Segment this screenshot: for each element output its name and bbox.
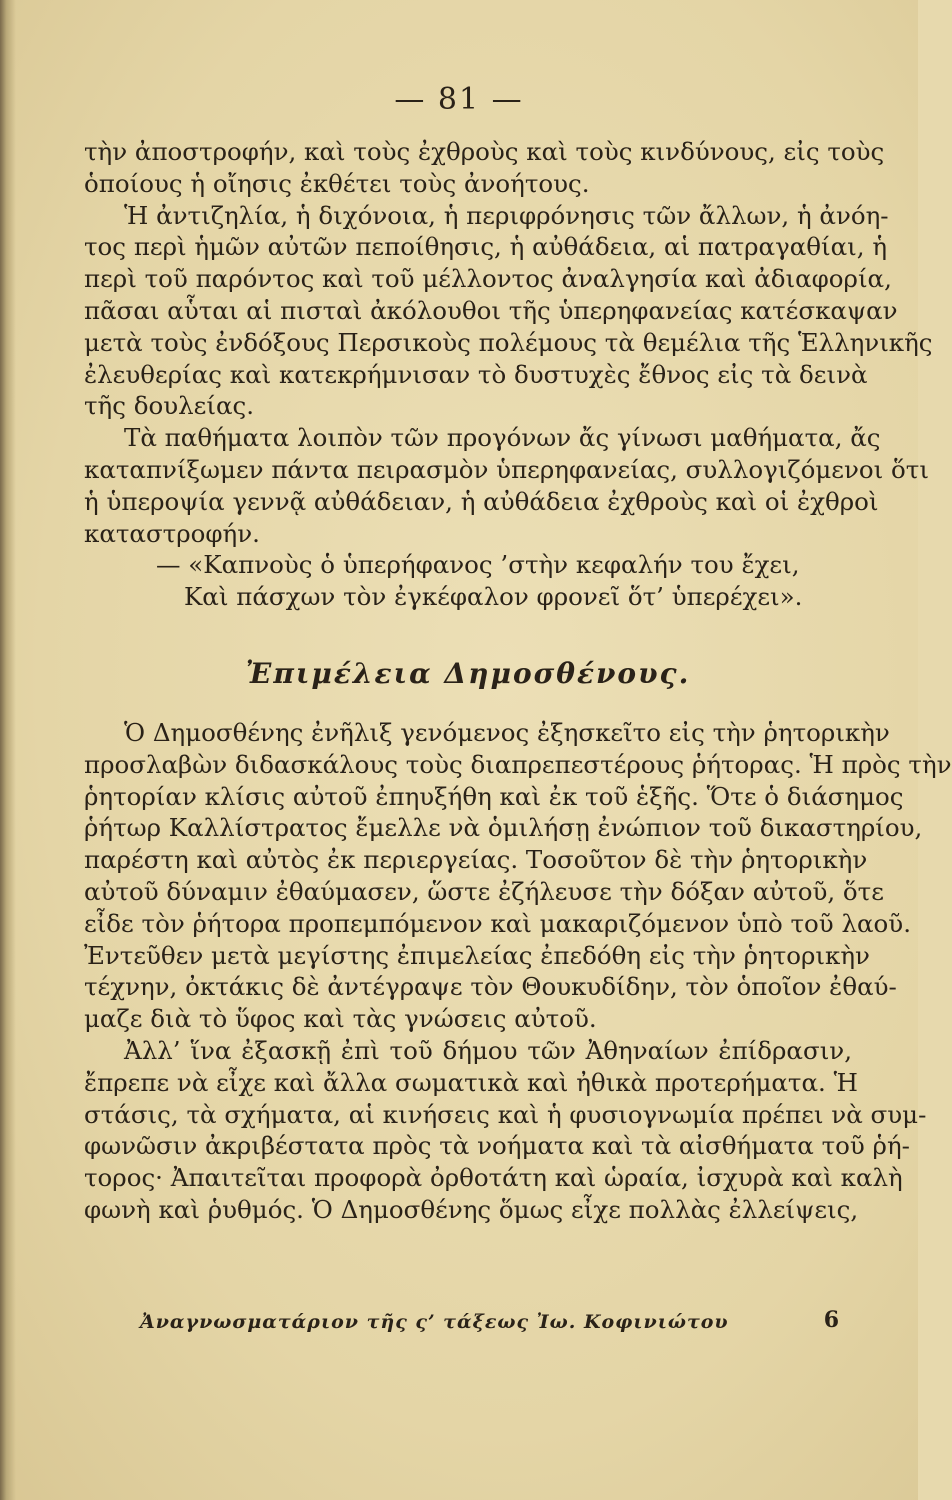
text-line: καταστροφήν. <box>84 518 260 548</box>
text-line: εἶδε τὸν ῥήτορα προπεμπόμενον καὶ μακαριζόμενον ὑπὸ τοῦ λαοῦ. <box>84 908 911 938</box>
text-line: περὶ τοῦ παρόντος καὶ τοῦ μέλλοντος ἀναλγησία καὶ ἀδιαφορία, <box>84 264 892 294</box>
signature-mark: 6 <box>823 1307 840 1333</box>
page-number: — 81 — <box>394 82 524 117</box>
text-line: προσλαβὼν διδασκάλους τοὺς διαπρεπεστέρους ῥήτορας. Ἡ πρὸς τὴν <box>84 749 952 779</box>
text-line: μετὰ τοὺς ἐνδόξους Περσικοὺς πολέμους τὰ θεμέλια τῆς Ἑλληνικῆς <box>84 327 933 357</box>
text-line: φωνῶσιν ἀκριβέστατα πρὸς τὰ νοήματα καὶ τὰ αἰσθήματα τοῦ ῥή- <box>84 1131 910 1161</box>
footer-title: Ἀναγνωσματάριον τῆς ς’ τάξεως Ἰω. Κοφινιώτου <box>140 1311 729 1333</box>
text-line: ὁποίους ἡ οἴησις ἐκθέτει τοὺς ἀνοήτους. <box>84 168 590 198</box>
section-heading: Ἐπιμέλεια Δημοσθένους. <box>245 656 691 690</box>
text-line: ἔπρεπε νὰ εἶχε καὶ ἄλλα σωματικὰ καὶ ἠθικὰ προτερήματα. Ἡ <box>84 1067 858 1097</box>
text-line: ἡ ὑπεροψία γεννᾷ αὐθάδειαν, ἡ αὐθάδεια ἐχθροὺς καὶ οἱ ἐχθροὶ <box>84 486 879 516</box>
text-line: Ἡ ἀντιζηλία, ἡ διχόνοια, ἡ περιφρόνησις τῶν ἄλλων, ἡ ἀνόη- <box>124 200 889 230</box>
text-line: τῆς δουλείας. <box>84 391 255 421</box>
text-line: φωνὴ καὶ ῥυθμός. Ὁ Δημοσθένης ὅμως εἶχε πολλὰς ἐλλείψεις, <box>84 1194 859 1224</box>
text-line: παρέστη καὶ αὐτὸς ἐκ περιεργείας. Τοσοῦτον δὲ τὴν ῥητορικὴν <box>84 845 868 875</box>
text-line: στάσις, τὰ σχήματα, αἱ κινήσεις καὶ ἡ φυσιογνωμία πρέπει νὰ συμ- <box>84 1099 927 1129</box>
text-line: καταπνίξωμεν πάντα πειρασμὸν ὑπερηφανείας, συλλογιζόμενοι ὅτι <box>84 454 929 484</box>
text-line: Ἀλλ’ ἵνα ἐξασκῇ ἐπὶ τοῦ δήμου τῶν Ἀθηναίων ἐπίδρασιν, <box>124 1035 852 1065</box>
text-line: Ὁ Δημοσθένης ἐνῆλιξ γενόμενος ἐξησκεῖτο εἰς τὴν ῥητορικὴν <box>124 717 890 747</box>
text-line: ἐλευθερίας καὶ κατεκρήμνισαν τὸ δυστυχὲς ἔθνος εἰς τὰ δεινὰ <box>84 359 868 389</box>
text-line: τὴν ἀποστροφήν, καὶ τοὺς ἐχθροὺς καὶ τοὺς κινδύνους, εἰς τοὺς <box>84 137 885 166</box>
text-line: τορος· Ἀπαιτεῖται προφορὰ ὀρθοτάτη καὶ ὡραία, ἰσχυρὰ καὶ καλὴ <box>84 1163 903 1193</box>
text-line: ῥητορίαν κλίσις αὐτοῦ ἐπηυξήθη καὶ ἐκ τοῦ ἑξῆς. Ὅτε ὁ διάσημος <box>84 781 904 811</box>
verse-line: — «Καπνοὺς ὁ ὑπερήφανος ’στὴν κεφαλήν του ἔχει, <box>156 550 800 580</box>
page-footer <box>140 1307 840 1333</box>
text-line: ῥήτωρ Καλλίστρατος ἔμελλε νὰ ὁμιλήσῃ ἐνώπιον τοῦ δικαστηρίου, <box>84 813 923 843</box>
text-line: Τὰ παθήματα λοιπὸν τῶν προγόνων ἄς γίνωσι μαθήματα, ἄς <box>124 423 881 453</box>
binding-shadow <box>0 0 16 1500</box>
verse-line: Καὶ πάσχων τὸν ἐγκέφαλον φρονεῖ ὅτ’ ὑπερέχει». <box>184 582 803 612</box>
text-line: πᾶσαι αὗται αἱ πισταὶ ἀκόλουθοι τῆς ὑπερηφανείας κατέσκαψαν <box>84 295 898 325</box>
text-line: μαζε διὰ τὸ ὕφος καὶ τὰς γνώσεις αὐτοῦ. <box>84 1004 597 1034</box>
page-body <box>84 136 952 1226</box>
text-line: αὐτοῦ δύναμιν ἐθαύμασεν, ὥστε ἐζήλευσε τὴν δόξαν αὐτοῦ, ὅτε <box>84 876 884 906</box>
text-line: τέχνην, ὀκτάκις δὲ ἀντέγραψε τὸν Θουκυδίδην, τὸν ὁποῖον ἐθαύ- <box>84 972 897 1002</box>
text-line: Ἐντεῦθεν μετὰ μεγίστης ἐπιμελείας ἐπεδόθη εἰς τὴν ῥητορικὴν <box>84 940 870 970</box>
text-line: τος περὶ ἡμῶν αὐτῶν πεποίθησις, ἡ αὐθάδεια, αἱ πατραγαθίαι, ἡ <box>84 232 888 262</box>
